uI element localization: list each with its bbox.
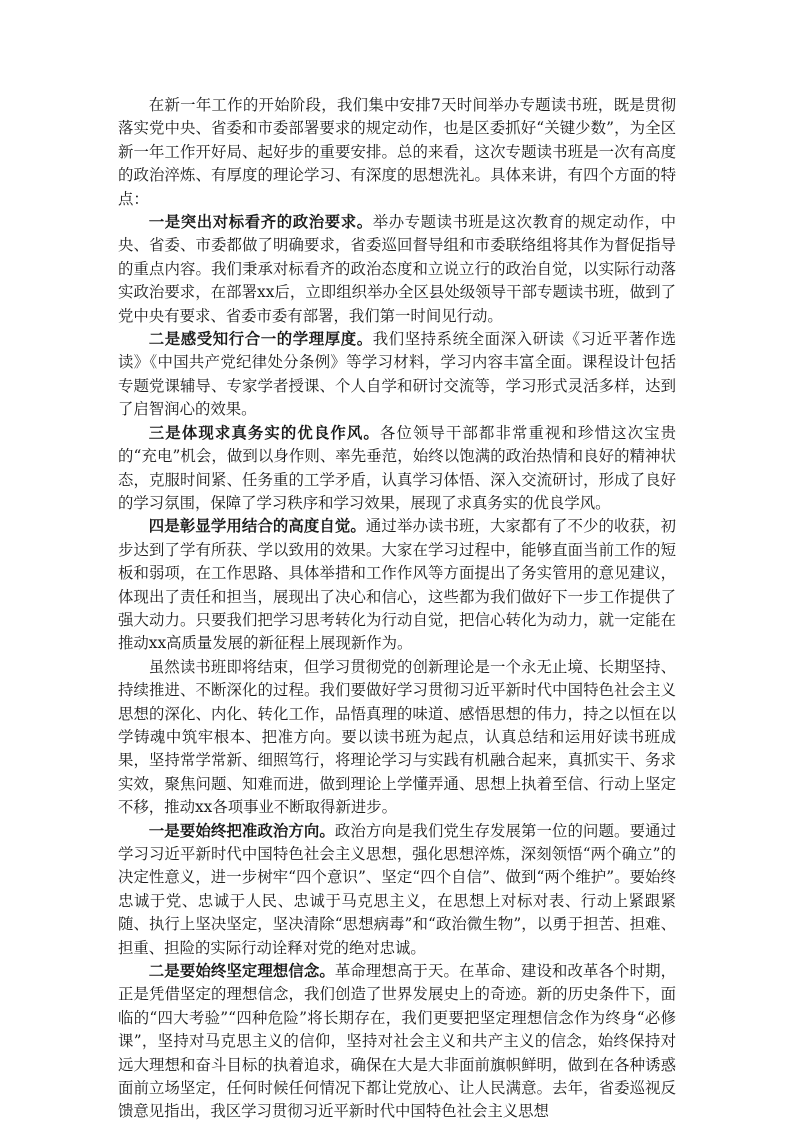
paragraph-text: 我们坚持系统全面深入研读《习近平著作选读》《中国共产党纪律处分条例》等学习材料，学习内容丰富全面。课程设计包括专题党课辅导、专家学者授课、个人自学和研讨交流等，学习形式灵活多样，达到了启智润心的效果。 [118,330,676,419]
paragraph-lead: 一是突出对标看齐的政治要求。 [148,213,373,232]
paragraph-requirement-2 [118,960,676,1124]
paragraph-text: 革命理想高于天。在革命、建设和改革各个时期，正是凭借坚定的理想信念，我们创造了世界发展史上的奇迹。新的历史条件下，面临的“四大考验”“四种危险”将长期存在，我们更要把坚定理想信念作为终身“必修课”，坚持对马克思主义的信仰，坚持对社会主义和共产主义的信念，始终保持对远大理想和奋斗目标的执着追求，确保在大是大非面前旗帜鲜明，做到在各种诱惑面前立场坚定，任何时候任何情况下都让党放心、让人民满意。去年，省委巡视反馈意见指出，我区学习贯彻习近平新时代中国特色社会主义思想 [118,962,676,1121]
paragraph-point-4 [118,515,676,655]
paragraph-requirement-1 [118,820,676,960]
paragraph-text: 各位领导干部都非常重视和珍惜这次宝贵的“充电”机会，做到以身作则、率先垂范，始终以饱满的政治热情和良好的精神状态，克服时间紧、任务重的工学矛盾，认真学习体悟、深入交流研讨，形成了良好的学习氛围，保障了学习秩序和学习效果，展现了求真务实的优良学风。 [118,423,676,512]
paragraph-text: 政治方向是我们党生存发展第一位的问题。要通过学习习近平新时代中国特色社会主义思想，强化思想淬炼，深刻领悟“两个确立”的决定性意义，进一步树牢“四个意识”、坚定“四个自信”、做到“两个维护”。要始终忠诚于党、忠诚于人民、忠诚于马克思主义，在思想上对标对表、行动上紧跟紧随、执行上坚决坚定，坚决清除“思想病毒”和“政治微生物”，以勇于担苦、担难、担重、担险的实际行动诠释对党的绝对忠诚。 [118,821,676,957]
paragraph-text: 举办专题读书班是这次教育的规定动作，中央、省委、市委都做了明确要求，省委巡回督导组和市委联络组将其作为督促指导的重点内容。我们秉承对标看齐的政治态度和立说立行的政治自觉，以实际行动落实政治要求，在部署xx后，立即组织举办全区县处级领导干部专题读书班，做到了党中央有要求、省委市委有部署，我们第一时间见行动。 [118,213,676,325]
paragraph-point-1 [118,211,676,328]
paragraph-intro [118,94,676,211]
document-body [118,94,676,1124]
paragraph-text: 虽然读书班即将结束，但学习贯彻党的创新理论是一个永无止境、长期坚持、持续推进、不断深化的过程。我们要做好学习贯彻习近平新时代中国特色社会主义思想的深化、内化、转化工作，品悟真理的味道、感悟思想的伟力，持之以恒在以学铸魂中筑牢根本、把准方向。要以读书班为起点，认真总结和运用好读书班成果，坚持常学常新、细照笃行，将理论学习与实践有机融合起来，真抓实干、务求实效，聚焦问题、知难而进，做到理论上学懂弄通、思想上执着至信、行动上坚定不移，推动xx各项事业不断取得新进步。 [118,657,676,817]
paragraph-lead: 二是要始终坚定理想信念。 [148,962,335,981]
paragraph-text: 通过举办读书班，大家都有了不少的收获，初步达到了学有所获、学以致用的效果。大家在学习过程中，能够直面当前工作的短板和弱项，在工作思路、具体举措和工作作风等方面提出了务实管用的意见建议，体现出了责任和担当，展现出了决心和信心，这些都为我们做好下一步工作提供了强大动力。只要我们把学习思考转化为行动自觉，把信心转化为动力，就一定能在推动xx高质量发展的新征程上展现新作为。 [118,517,676,653]
paragraph-text: 在新一年工作的开始阶段，我们集中安排7天时间举办专题读书班，既是贯彻落实党中央、省委和市委部署要求的规定动作，也是区委抓好“关键少数”，为全区新一年工作开好局、起好步的重要安排。总的来看，这次专题读书班是一次有高度的政治淬炼、有厚度的理论学习、有深度的思想洗礼。具体来讲，有四个方面的特点： [118,96,676,208]
paragraph-lead: 一是要始终把准政治方向。 [148,821,335,840]
paragraph-lead: 四是彰显学用结合的高度自觉。 [148,517,366,536]
paragraph-lead: 二是感受知行合一的学理厚度。 [148,330,373,349]
paragraph-transition [118,656,676,820]
paragraph-lead: 三是体现求真务实的优良作风。 [148,423,380,442]
paragraph-point-3 [118,422,676,516]
paragraph-point-2 [118,328,676,422]
